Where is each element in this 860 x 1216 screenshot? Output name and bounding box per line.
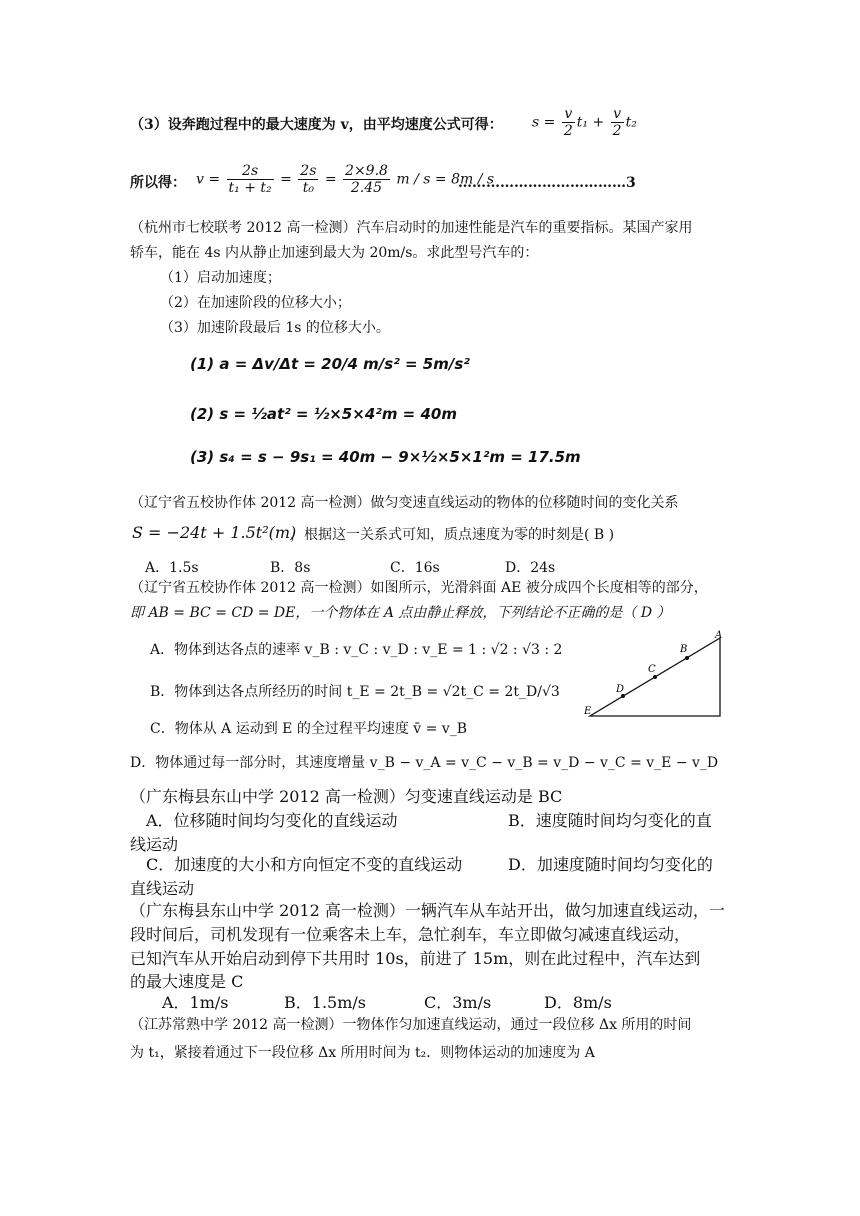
p3-opt-c: C．物体从 A 运动到 E 的全过程平均速度 v̄ = v_B: [150, 721, 468, 737]
p5-line2: 段时间后，司机发现有一位乘客未上车，急忙刹车，车立即做匀减速直线运动，: [130, 925, 691, 944]
p1-answer1: (1) a = Δv/Δt = 20/4 m/s² = 5m/s²: [190, 355, 470, 373]
p4-opt-b-cont: 线运动: [130, 835, 179, 854]
q3-label: （3）设奔跑过程中的最大速度为 v，由平均速度公式可得：: [130, 117, 503, 133]
so-formula: v = $\frac{2s}{\text{t₁ + t₂}}$ = $\frac{2s}{\text{t₀}}$ = $\frac{2\times 9.8}{2.45}$ m / s = 8m / s: [196, 163, 495, 196]
p5-line3: 已知汽车从开始启动到停下共用时 10s，前进了 15m，则在此过程中，汽车达到: [130, 949, 701, 968]
p3-line2: 即 AB = BC = CD = DE，一个物体在 A 点由静止释放，下列结论不正确的是（ D ）: [130, 605, 671, 621]
point-b: [685, 656, 689, 660]
p5-options: [162, 990, 612, 1016]
p2-line1: （辽宁省五校协作体 2012 高一检测）做匀变速直线运动的物体的位移随时间的变化关系: [130, 495, 679, 511]
p2-opt-b: B．8s: [270, 560, 311, 576]
p4-opt-a: A．位移随时间均匀变化的直线运动: [146, 811, 398, 830]
dots: ………………………………3: [458, 175, 636, 191]
p1-answer2: (2) s = ½at² = ½×5×4²m = 40m: [190, 405, 457, 423]
so-label: 所以得：: [130, 175, 186, 191]
label-e: E: [584, 706, 592, 717]
p1-item3: （3）加速阶段最后 1s 的位移大小。: [160, 320, 390, 336]
label-c: C: [648, 664, 656, 675]
p5-line4: 的最大速度是 C: [130, 972, 244, 991]
p1-line1: （杭州市七校联考 2012 高一检测）汽车启动时的加速性能是汽车的重要指标。某国产家用: [130, 220, 693, 236]
p2-options: [145, 558, 555, 578]
p4-line1: （广东梅县东山中学 2012 高一检测）匀变速直线运动是 BC: [130, 787, 563, 806]
p2-opt-a: A．1.5s: [145, 560, 199, 576]
p4-opt-d: D．加速度随时间均匀变化的: [508, 855, 713, 874]
p4-opt-c: C．加速度的大小和方向恒定不变的直线运动: [146, 855, 463, 874]
point-c: [653, 675, 657, 679]
p2-formula: S = −24t + 1.5t²(m): [132, 523, 297, 542]
p3-opt-d: D．物体通过每一部分时，其速度增量 v_B − v_A = v_C − v_B = v_D − v_C = v_E − v_D: [130, 755, 719, 771]
p3-opt-b: B．物体到达各点所经历的时间 t_E = 2t_B = √2t_C = 2t_D/√3: [150, 684, 560, 700]
p3-opt-a: A．物体到达各点的速率 v_B : v_C : v_D : v_E = 1 : √2 : √3 : 2: [150, 642, 563, 658]
label-d: D: [616, 684, 625, 695]
incline-diagram: [580, 630, 730, 722]
p5-opt-b: B．1.5m/s: [284, 993, 366, 1012]
p6-line2: 为 t₁，紧接着通过下一段位移 Δx 所用时间为 t₂．则物体运动的加速度为 A: [130, 1045, 595, 1061]
p1-answer3: (3) s₄ = s − 9s₁ = 40m − 9×½×5×1²m = 17.5m: [190, 448, 581, 466]
p1-line2: 轿车，能在 4s 内从静止加速到最大为 20m/s。求此型号汽车的：: [130, 245, 539, 261]
p5-opt-d: D．8m/s: [544, 993, 612, 1012]
p1-item2: （2）在加速阶段的位移大小；: [160, 295, 351, 311]
p1-item1: （1）启动加速度；: [160, 270, 281, 286]
p5-opt-a: A．1m/s: [162, 993, 229, 1012]
p6-line1: （江苏常熟中学 2012 高一检测）一物体作匀加速直线运动，通过一段位移 Δx 所用的时间: [130, 1017, 692, 1033]
p2-opt-d: D．24s: [505, 560, 556, 576]
p3-line1: （辽宁省五校协作体 2012 高一检测）如图所示，光滑斜面 AE 被分成四个长度相等的部分，: [130, 580, 708, 596]
p2-opt-c: C．16s: [390, 560, 440, 576]
p4-opt-b: B．速度随时间均匀变化的直: [508, 811, 712, 830]
label-a: A: [715, 630, 723, 641]
label-b: B: [680, 644, 688, 655]
p2-line2: ，根据这一关系式可知，质点速度为零的时刻是( B ): [290, 527, 615, 543]
q3-formula: s = $\frac{v}{2}$ t₁ + $\frac{v}{2}$ t₂: [532, 106, 637, 139]
p5-opt-c: C．3m/s: [424, 993, 492, 1012]
p4-opt-d-cont: 直线运动: [130, 879, 195, 898]
p5-line1: （广东梅县东山中学 2012 高一检测）一辆汽车从车站开出，做匀加速直线运动，一: [130, 901, 725, 920]
